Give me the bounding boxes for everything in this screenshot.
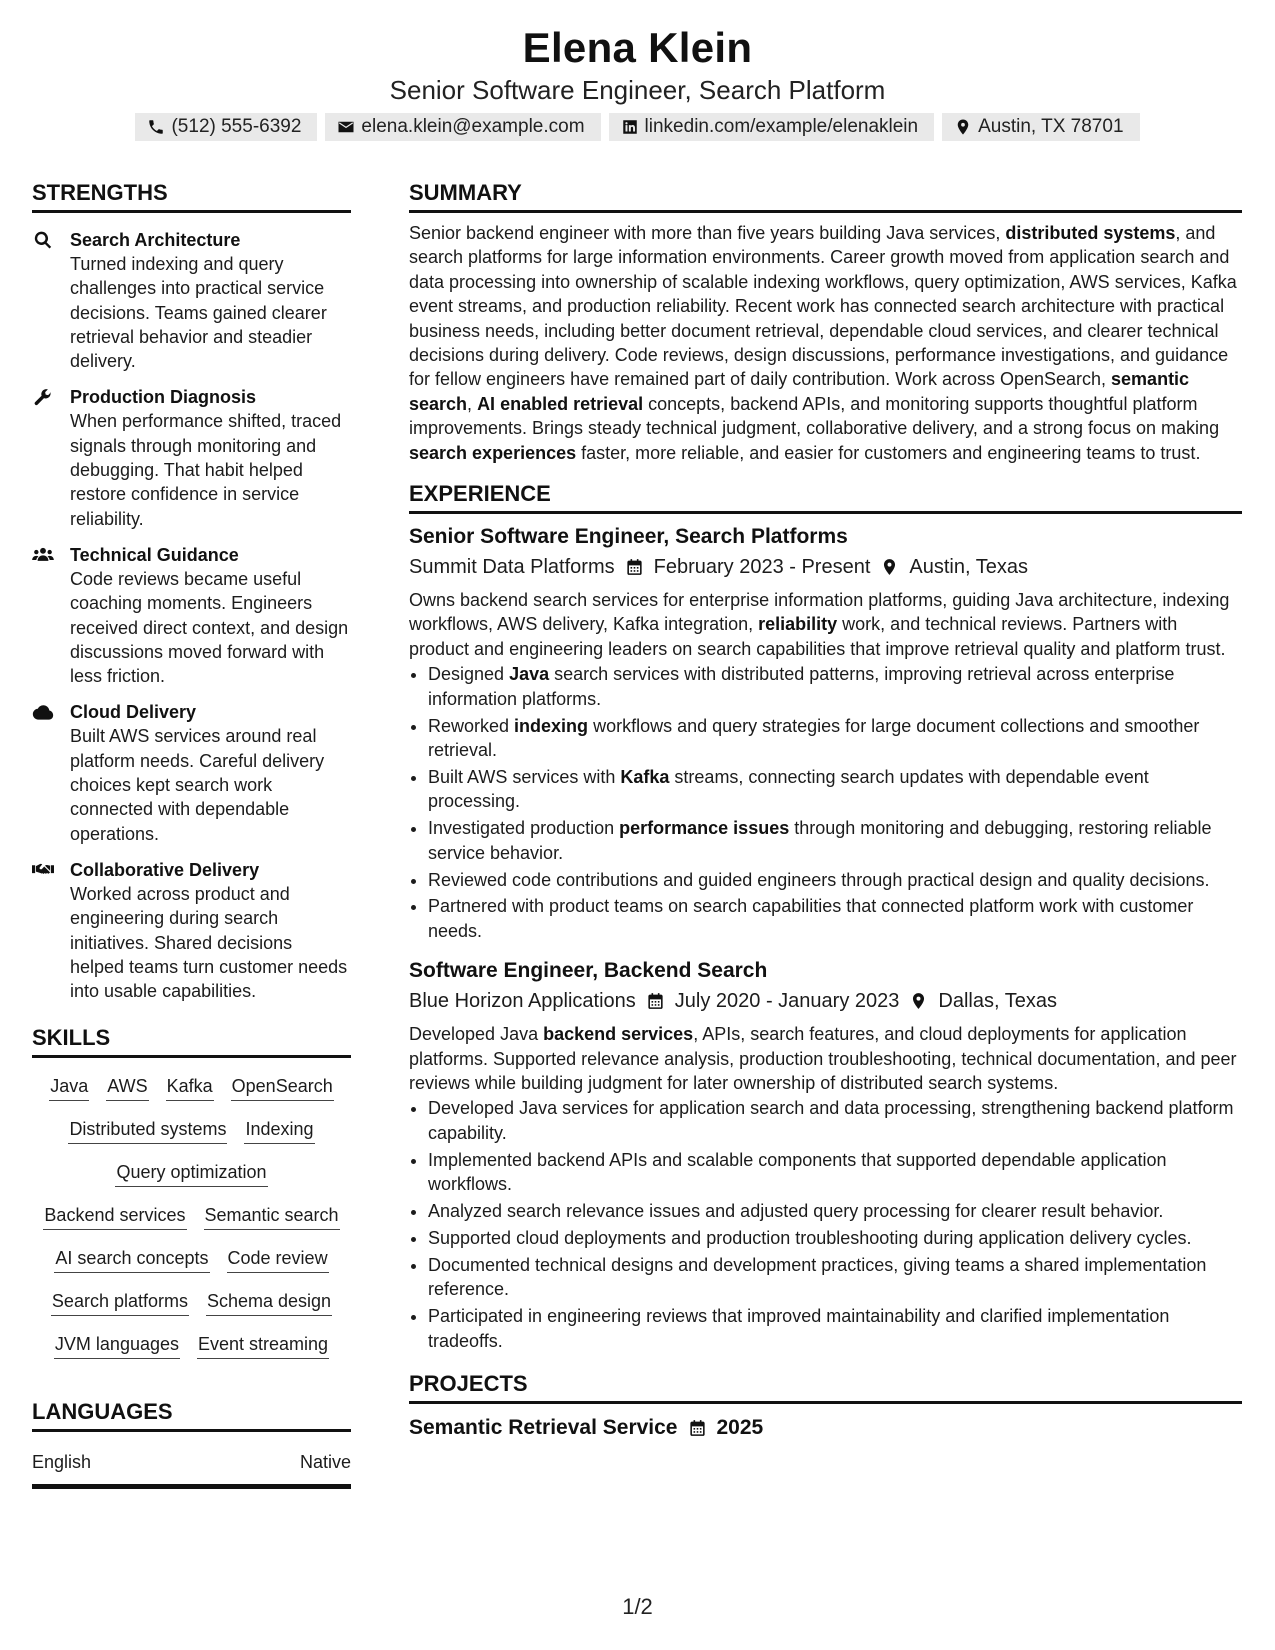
strength-item: [32, 858, 351, 1003]
job-location: Dallas, Texas: [938, 990, 1057, 1013]
job-role: Senior Software Engineer, Search Platforms: [409, 525, 848, 549]
skill-tag: Query optimization: [115, 1160, 267, 1187]
phone-text: (512) 555-6392: [171, 116, 302, 137]
text-run: workflows and query strategies for large document collections and smoother retrieval.: [428, 715, 1200, 760]
location-text: Austin, TX 78701: [978, 116, 1124, 137]
job-entry: [409, 523, 1242, 943]
text-run: Implemented backend APIs and scalable components that supported dependable application workflows.: [428, 1149, 1167, 1195]
search-icon: [32, 230, 54, 250]
text-run: Participated in engineering reviews that improved maintainability and clarified implementation tradeoffs.: [428, 1306, 1170, 1351]
skills-row: [32, 1117, 351, 1144]
skill-tag: OpenSearch: [231, 1074, 334, 1101]
email-contact[interactable]: [325, 113, 600, 141]
text-run: Documented technical designs and development practices, giving teams a shared implementation reference.: [428, 1254, 1207, 1300]
emphasis-text: reliability: [758, 614, 838, 635]
phone-contact[interactable]: [135, 113, 317, 141]
job-company: Summit Data Platforms: [409, 556, 615, 579]
map-pin-icon: [909, 991, 928, 1011]
emphasis-text: indexing: [514, 715, 589, 736]
bullet-item: [428, 868, 1242, 892]
strength-item: [32, 543, 351, 688]
strength-item: [32, 385, 351, 530]
skill-tag: Java: [49, 1074, 89, 1101]
skills-row: [32, 1203, 351, 1230]
emphasis-text: semantic search: [409, 369, 1190, 414]
skill-tag: Distributed systems: [68, 1117, 227, 1144]
job-dates: July 2020 - January 2023: [674, 990, 900, 1013]
emphasis-text: Java: [509, 664, 550, 685]
emphasis-text: search experiences: [409, 442, 577, 463]
project-entry: [409, 1414, 1242, 1441]
resume-header: [0, 22, 1275, 141]
linkedin-contact[interactable]: [609, 113, 935, 141]
contact-bar: [0, 113, 1275, 141]
candidate-name: Elena Klein: [522, 24, 753, 71]
summary-heading: SUMMARY: [409, 180, 1242, 213]
skill-tag: AWS: [106, 1074, 148, 1101]
skill-tag: Schema design: [206, 1289, 332, 1316]
skills-row: [32, 1160, 351, 1187]
text-run: Designed: [428, 664, 510, 685]
bullet-item: [428, 1304, 1242, 1353]
emphasis-text: AI enabled retrieval: [477, 393, 644, 414]
skill-tag: Indexing: [244, 1117, 314, 1144]
calendar-icon: [625, 557, 644, 577]
language-row: [32, 1432, 351, 1489]
skill-tag: Code review: [227, 1246, 329, 1273]
job-company: Blue Horizon Applications: [409, 990, 636, 1013]
right-column: [409, 180, 1242, 1441]
text-run: Developed Java services for application search and data processing, strengthening backend platform capability.: [428, 1098, 1234, 1143]
left-column: [32, 180, 351, 1489]
text-run: Built AWS services with: [428, 766, 621, 787]
bullet-item: [428, 816, 1242, 865]
text-run: Investigated production: [428, 818, 620, 839]
bullet-item: [428, 1096, 1242, 1145]
wrench-icon: [32, 387, 54, 407]
skill-tag: Search platforms: [51, 1289, 189, 1316]
text-run: work, and technical reviews. Partners with product and engineering leaders on search capabilities that improve retrieval quality and platform trust.: [409, 614, 1226, 659]
job-bullets: [409, 1096, 1242, 1353]
strength-title: Cloud Delivery: [70, 702, 197, 723]
strength-description: Code reviews became useful coaching moments. Engineers received direct context, and design discussions moved forward with less friction.: [70, 568, 349, 687]
job-description: [409, 588, 1242, 661]
skill-tag: AI search concepts: [54, 1246, 209, 1273]
bullet-item: [428, 1148, 1242, 1197]
skills-row: [32, 1246, 351, 1273]
bullet-item: [428, 894, 1242, 943]
bullet-item: [428, 714, 1242, 763]
skill-tag: JVM languages: [54, 1332, 180, 1359]
language-name: English: [32, 1452, 92, 1473]
skills-heading: SKILLS: [32, 1025, 351, 1058]
skills-list: [32, 1074, 351, 1359]
strength-description: Worked across product and engineering during search initiatives. Shared decisions helped teams turn customer needs into usable capabilities.: [70, 883, 348, 1002]
bullet-item: [428, 1253, 1242, 1302]
skills-row: [32, 1332, 351, 1359]
linkedin-text: linkedin.com/example/elenaklein: [644, 116, 919, 137]
job-role: Software Engineer, Backend Search: [409, 959, 768, 983]
project-year: 2025: [716, 1416, 764, 1440]
text-run: Developed Java: [409, 1024, 544, 1045]
emphasis-text: Kafka: [620, 766, 670, 787]
strength-title: Production Diagnosis: [70, 387, 257, 408]
text-run: Partnered with product teams on search capabilities that connected platform work with customer needs.: [428, 896, 1194, 941]
text-run: Supported cloud deployments and production troubleshooting during application delivery cycles.: [428, 1228, 1192, 1248]
map-pin-icon: [954, 118, 972, 136]
language-level: Native: [299, 1452, 351, 1473]
text-run: through monitoring and debugging, restoring reliable service behavior.: [428, 818, 1212, 863]
job-meta: [409, 988, 1242, 1014]
map-pin-icon: [880, 557, 899, 577]
skill-tag: Semantic search: [204, 1203, 340, 1230]
skills-row: [32, 1074, 351, 1101]
calendar-icon: [688, 1418, 707, 1438]
text-run: Owns backend search services for enterprise information platforms, guiding Java architecture, indexing workflows, AWS delivery, Kafka integration,: [409, 590, 1230, 635]
skill-tag: Backend services: [43, 1203, 186, 1230]
strengths-heading: STRENGTHS: [32, 180, 351, 213]
text-run: faster, more reliable, and easier for customers and engineering teams to trust.: [576, 442, 1201, 463]
envelope-icon: [337, 118, 355, 136]
candidate-title: Senior Software Engineer, Search Platform: [389, 75, 886, 105]
strength-description: Turned indexing and query challenges into practical service decisions. Teams gained clearer retrieval behavior and steadier delivery.: [70, 254, 327, 372]
experience-heading: EXPERIENCE: [409, 481, 1242, 514]
cloud-icon: [32, 702, 54, 722]
location-contact: [942, 113, 1139, 141]
text-run: streams, connecting search updates with dependable event processing.: [428, 766, 1149, 812]
project-name: Semantic Retrieval Service: [409, 1416, 678, 1440]
strength-title: Collaborative Delivery: [70, 859, 260, 880]
job-dates: February 2023 - Present: [653, 556, 871, 579]
text-run: , and search platforms for large information environments. Career growth moved from application search and data processing into ownership of scalable indexing workflows, query optimization, AWS services, Kafka event streams, and production reliability. Recent work has connected search architecture with practical business needs, including better document retrieval, dependable cloud services, and clearer technical decisions during delivery. Code reviews, design discussions, performance investigations, and guidance for fellow engineers have remained part of daily contribution. Work across OpenSearch,: [409, 223, 1237, 390]
text-run: , APIs, search features, and cloud deployments for application platforms. Supported relevance analysis, production troubleshooting, technical documentation, and peer reviews while building judgment for later ownership of distributed search systems.: [409, 1024, 1237, 1094]
bullet-item: [428, 765, 1242, 814]
job-bullets: [409, 662, 1242, 943]
text-run: Analyzed search relevance issues and adjusted query processing for clearer result behavior.: [428, 1201, 1164, 1222]
users-icon: [32, 545, 54, 565]
strength-description: Built AWS services around real platform needs. Careful delivery choices kept search work connected with dependable operations.: [70, 726, 325, 844]
emphasis-text: backend services: [543, 1024, 694, 1045]
strength-title: Technical Guidance: [70, 544, 239, 565]
summary-text: [409, 221, 1242, 465]
text-run: Reviewed code contributions and guided engineers through practical design and quality decisions.: [428, 869, 1210, 890]
text-run: concepts, backend APIs, and monitoring supports thoughtful platform improvements. Brings steady technical judgment, collaborative delivery, and a strong focus on making: [409, 393, 1220, 439]
calendar-icon: [646, 991, 665, 1011]
emphasis-text: distributed systems: [1005, 223, 1176, 243]
emphasis-text: performance issues: [619, 818, 790, 839]
text-run: search services with distributed patterns, improving retrieval across enterprise information platforms.: [428, 664, 1175, 709]
skill-tag: Kafka: [166, 1074, 214, 1101]
strength-item: [32, 228, 351, 373]
text-run: ,: [467, 393, 478, 414]
phone-icon: [147, 118, 165, 136]
bullet-item: [428, 1199, 1242, 1223]
projects-heading: PROJECTS: [409, 1371, 1242, 1404]
linkedin-icon: [621, 118, 639, 136]
text-run: Reworked: [428, 715, 515, 736]
job-location: Austin, Texas: [909, 556, 1028, 579]
strength-item: [32, 700, 351, 845]
email-text: elena.klein@example.com: [361, 116, 585, 137]
strength-title: Search Architecture: [70, 230, 241, 250]
job-description: [409, 1022, 1242, 1095]
job-meta: [409, 554, 1242, 580]
handshake-icon: [32, 860, 54, 880]
page-number: 1/2: [622, 1594, 653, 1619]
text-run: Senior backend engineer with more than five years building Java services,: [409, 223, 1006, 243]
bullet-item: [428, 1226, 1242, 1250]
strength-description: When performance shifted, traced signals through monitoring and debugging. That habit helped restore confidence in service reliability.: [70, 411, 342, 529]
job-entry: [409, 957, 1242, 1353]
skill-tag: Event streaming: [197, 1332, 329, 1359]
languages-heading: LANGUAGES: [32, 1399, 351, 1432]
bullet-item: [428, 662, 1242, 711]
skills-row: [32, 1289, 351, 1316]
